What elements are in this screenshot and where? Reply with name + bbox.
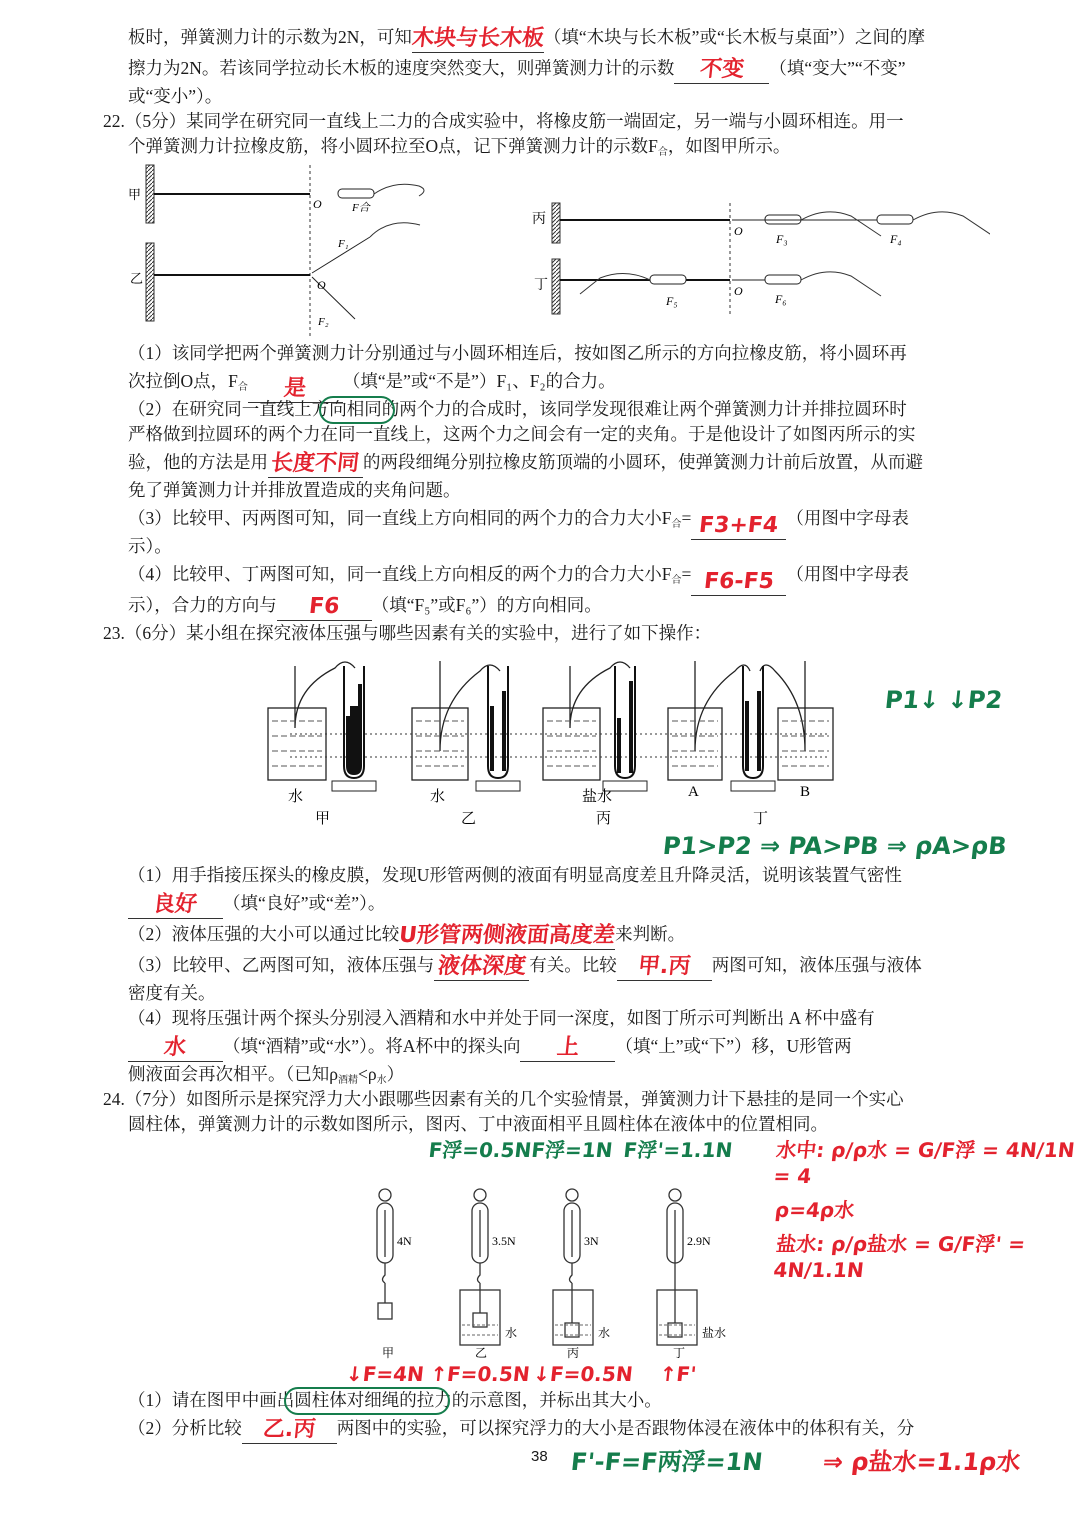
answer-blank — [434, 954, 529, 981]
text: （3）比较甲、丙两图可知，同一直线上方向相同的两个力的合力大小F — [128, 508, 672, 528]
q22-p3-line-1 — [103, 503, 1003, 538]
handwritten-answer: 不变 — [698, 57, 746, 82]
q22-p4-line-2 — [103, 590, 1003, 621]
label-water-2: 水 — [598, 1326, 611, 1340]
reading-3n: 3N — [584, 1234, 599, 1248]
q23-figure-box — [103, 646, 1003, 831]
label-f2: F₂ — [318, 316, 329, 328]
subscript: 合 — [657, 147, 668, 158]
label-f6: F₆ — [775, 292, 787, 306]
q22-p1-line-2 — [103, 366, 1003, 401]
figure-jia — [146, 165, 424, 337]
reading-2-9n: 2.9N — [687, 1234, 711, 1248]
handwritten-answer: 木块与长木板 — [410, 26, 546, 51]
text: （3）比较甲、乙两图可知，液体压强与 — [128, 955, 435, 975]
label-yi: 乙 — [461, 811, 477, 827]
spring-scale-bing — [553, 1189, 593, 1345]
handwritten-answer: 液体深度 — [436, 954, 528, 979]
label-water-1: 水 — [505, 1326, 518, 1340]
handwritten-answer: F6 — [307, 594, 341, 619]
handwritten-note: ↓F=0.5N — [532, 1362, 634, 1386]
answer-blank — [242, 1417, 337, 1444]
label-o: O — [317, 278, 326, 292]
handwritten-answer: 良好 — [152, 892, 199, 917]
handwritten-note: F浮=0.5N — [427, 1138, 533, 1162]
label-f4: F₄ — [890, 232, 902, 246]
figure-yi — [146, 223, 420, 321]
q23-p2 — [103, 919, 1003, 950]
handwritten-answer: 乙.丙 — [261, 1417, 317, 1442]
text: 个弹簧测力计拉橡皮筋，将小圆环拉至O点，记下弹簧测力计的示数F — [128, 136, 658, 156]
figure-ding — [552, 259, 881, 314]
text: （用图中字母表 — [786, 564, 909, 584]
label-jia: 甲 — [128, 187, 142, 202]
text: 的两段细绳分别拉橡皮筋顶端的小圆环，使弹簧测力计前后放置，从而避 — [363, 452, 923, 472]
page-number: 38 — [531, 1448, 548, 1465]
label-ding: 丁 — [753, 811, 769, 827]
q23-p1-line-1: （1）用手指接压探头的橡皮膜，发现U形管两侧的液面有明显高度差且升降灵活，说明该装置气密性 — [128, 865, 902, 885]
label-salt-water: 盐水 — [702, 1326, 727, 1340]
handwritten-answer: U形管两侧液面高度差 — [397, 923, 617, 948]
label-o: O — [734, 284, 743, 298]
handwritten-note: P1↓ ↓P2 — [883, 686, 1004, 714]
text: （填“变大”“不变” — [769, 58, 906, 78]
text: = — [681, 508, 692, 528]
handwritten-answer: F3+F4 — [698, 513, 780, 538]
answer-blank — [268, 451, 363, 478]
subscript: 合 — [237, 382, 248, 393]
q24-p1 — [103, 1388, 1003, 1413]
handwritten-equation: F'-F=F两浮=1N — [569, 1448, 764, 1476]
answer-blank — [674, 57, 769, 84]
exam-page — [103, 22, 1076, 1480]
q22-p1-line-1: （1）该同学把两个弹簧测力计分别通过与小圆环相连后，按如图乙所示的方向拉橡皮筋，将小圆环再 — [128, 343, 907, 363]
handwritten-note: ↑F=0.5N — [429, 1362, 531, 1386]
answer-blank — [412, 26, 544, 53]
q24-p2 — [103, 1413, 1003, 1444]
answer-blank — [128, 1035, 223, 1062]
text: （填“F₅”或F₆”）的方向相同。 — [371, 595, 602, 615]
beaker-bing — [543, 708, 600, 780]
text: 来判断。 — [615, 924, 686, 944]
label-a: A — [688, 784, 699, 800]
text: ，如图甲所示。 — [667, 136, 791, 156]
q23-p4-line-2 — [103, 1031, 1003, 1062]
handwritten-answer: F6-F5 — [702, 569, 776, 594]
spring-scale-jia — [377, 1189, 393, 1319]
label-bing: 丙 — [596, 811, 612, 827]
label-o: O — [734, 224, 743, 238]
text: 板时，弹簧测力计的示数为2N，可知 — [128, 27, 412, 47]
text: = — [681, 564, 692, 584]
label-ding: 丁 — [673, 1346, 686, 1360]
q23-p3-line-1 — [103, 950, 1003, 981]
text: （2）在研究同一直线上方向相同的两个力的合成时，该同学发现很难让两个弹簧测力计并排拉圆环时 — [128, 399, 907, 419]
q23-p3-line-2: 密度有关。 — [128, 983, 216, 1003]
label-f3: F₃ — [776, 232, 788, 246]
text: 两图中的实验，可以探究浮力的大小是否跟物体浸在液体中的体积有关，分 — [336, 1418, 915, 1438]
label-bing: 丙 — [532, 212, 546, 227]
answer-blank — [520, 1035, 615, 1062]
text: ） — [386, 1064, 405, 1084]
text: （填“上”或“下”）移，U形管两 — [615, 1036, 852, 1056]
handwritten-equation: ⇒ ρ盐水=1.1ρ水 — [821, 1448, 1022, 1476]
label-water-2: 水 — [430, 789, 446, 805]
handwritten-answer: 是 — [283, 376, 308, 401]
handwritten-answer: 水 — [163, 1035, 188, 1060]
handwritten-note: P1>P2 ⇒ PA>PB ⇒ ρA>ρB — [661, 832, 1009, 860]
label-f-he: F合 — [352, 202, 370, 214]
q21-line-2 — [103, 53, 1003, 84]
handwritten-note: ↓F=4N — [344, 1362, 426, 1386]
q23-p4-line-1: （4）现将压强计两个探头分别浸入酒精和水中并处于同一深度，如图丁所示可判断出 A 杯中盛有 — [128, 1008, 875, 1028]
handwritten-answer: 甲.丙 — [636, 954, 692, 979]
figure-bing — [552, 203, 990, 317]
reading-3-5n: 3.5N — [492, 1234, 516, 1248]
u-tubes — [332, 666, 775, 791]
spring-scale-ding — [657, 1189, 697, 1345]
q23-heading: 23.（6分）某小组在探究液体压强与哪些因素有关的实验中，进行了如下操作： — [103, 623, 712, 643]
text: （1）请在图甲中画出圆柱体对细绳的拉力的示意图，并标出其大小。 — [128, 1390, 662, 1410]
label-jia: 甲 — [382, 1346, 395, 1360]
subscript: 水 — [376, 1075, 387, 1086]
subscript: 合 — [671, 519, 682, 530]
handwritten-note: ↑F' — [658, 1362, 698, 1386]
subscript: 合 — [671, 575, 682, 586]
text: 两图可知，液体压强与液体 — [711, 955, 922, 975]
q22-heading: 22.（5分）某同学在研究同一直线上二力的合成实验中，将橡皮筋一端固定，另一端与小圆环相连。用一 — [103, 111, 904, 131]
label-yi: 乙 — [130, 271, 144, 286]
label-jia: 甲 — [315, 811, 331, 827]
spring-scale-yi — [460, 1189, 500, 1345]
answer-blank — [277, 594, 372, 621]
beaker-jia — [268, 708, 326, 780]
q23-p1-line-2 — [103, 888, 1003, 919]
label-f5: F₅ — [666, 294, 678, 308]
text: （填“酒精”或“水”）。将A杯中的探头向 — [223, 1036, 521, 1056]
q22-p2-line-1 — [103, 397, 1003, 422]
text: 侧液面会再次相平。（已知ρ — [128, 1064, 338, 1084]
label-salt-water: 盐水 — [582, 789, 613, 805]
q21-line-1 — [103, 22, 1003, 53]
handwritten-equation: 盐水: ρ/ρ盐水 = G/F浮' = 4N/1.1N — [772, 1232, 1027, 1282]
q23-p4-line-3 — [103, 1062, 1003, 1087]
text: （2）液体压强的大小可以通过比较 — [128, 924, 400, 944]
text: （4）比较甲、丁两图可知，同一直线上方向相反的两个力的合力大小F — [128, 564, 672, 584]
q22-figure — [120, 159, 990, 341]
q22-figure-box — [103, 159, 1003, 341]
q23-figure — [250, 646, 870, 831]
handwritten-answer: 长度不同 — [270, 451, 361, 476]
text: 示），合力的方向与 — [128, 595, 277, 615]
green-circle-mark — [319, 396, 395, 424]
label-yi: 乙 — [475, 1346, 488, 1360]
handwritten-equations — [772, 1137, 1076, 1291]
bottom-row — [103, 1444, 1022, 1480]
handwritten-answer: 上 — [555, 1035, 581, 1060]
label-water-1: 水 — [288, 789, 304, 805]
handwritten-note: F浮=1N — [530, 1138, 614, 1162]
text: <ρ — [357, 1064, 377, 1084]
text: 次拉倒O点，F — [128, 371, 238, 391]
q22-line-2 — [103, 134, 1003, 159]
q22-p4-line-1 — [103, 559, 1003, 594]
label-f1: F₁ — [338, 238, 349, 250]
handwritten-note: F浮'=1.1N — [622, 1138, 734, 1162]
label-o: O — [313, 197, 322, 211]
answer-blank — [617, 954, 712, 981]
answer-blank — [128, 892, 223, 919]
green-circle-mark — [284, 1387, 450, 1415]
q23-note-row — [103, 831, 1009, 863]
q22-p2-line-3 — [103, 447, 1003, 478]
text: 验，他的方法是用 — [128, 452, 268, 472]
text: （用图中字母表 — [786, 508, 909, 528]
text: 擦力为2N。若该同学拉动长木板的速度突然变大，则弹簧测力计的示数 — [128, 58, 675, 78]
q22-p3-line-2: 示）。 — [128, 536, 172, 556]
handwritten-equation: ρ=4ρ水 — [773, 1198, 856, 1222]
label-bing: 丙 — [567, 1346, 580, 1360]
q24-line-2: 圆柱体，弹簧测力计的示数如图所示，图丙、丁中液面相平且圆柱体在液体中的位置相同。 — [128, 1114, 828, 1134]
q22-p2-line-4: 免了弹簧测力计并排放置造成的夹角问题。 — [128, 480, 461, 500]
text: （填“良好”或“差”）。 — [223, 893, 386, 913]
subscript: 酒精 — [337, 1075, 358, 1086]
q21-line-3: 或“变小”）。 — [128, 86, 223, 106]
text: （填“是”或“不是”）F₁、F₂的合力。 — [342, 371, 616, 391]
label-ding: 丁 — [534, 278, 548, 293]
q24-figure-box — [103, 1137, 1076, 1388]
text: （填“木块与长木板”或“长木板与桌面”）之间的摩 — [543, 27, 925, 47]
q24-heading: 24.（7分）如图所示是探究浮力大小跟哪些因素有关的几个实验情景，弹簧测力计下悬挂的是同一个实心 — [103, 1089, 904, 1109]
handwritten-equation: 水中: ρ/ρ水 = G/F浮 = 4N/1N = 4 — [772, 1138, 1076, 1188]
text: （2）分析比较 — [128, 1418, 242, 1438]
q24-figure — [360, 1165, 760, 1360]
text: 有关。比较 — [529, 955, 617, 975]
label-b: B — [800, 784, 811, 800]
reading-4n: 4N — [397, 1234, 412, 1248]
q22-p2-line-2: 严格做到拉圆环的两个力在同一直线上，这两个力之间会有一定的夹角。于是他设计了如图丙所示的实 — [128, 424, 916, 444]
answer-blank — [399, 923, 615, 950]
